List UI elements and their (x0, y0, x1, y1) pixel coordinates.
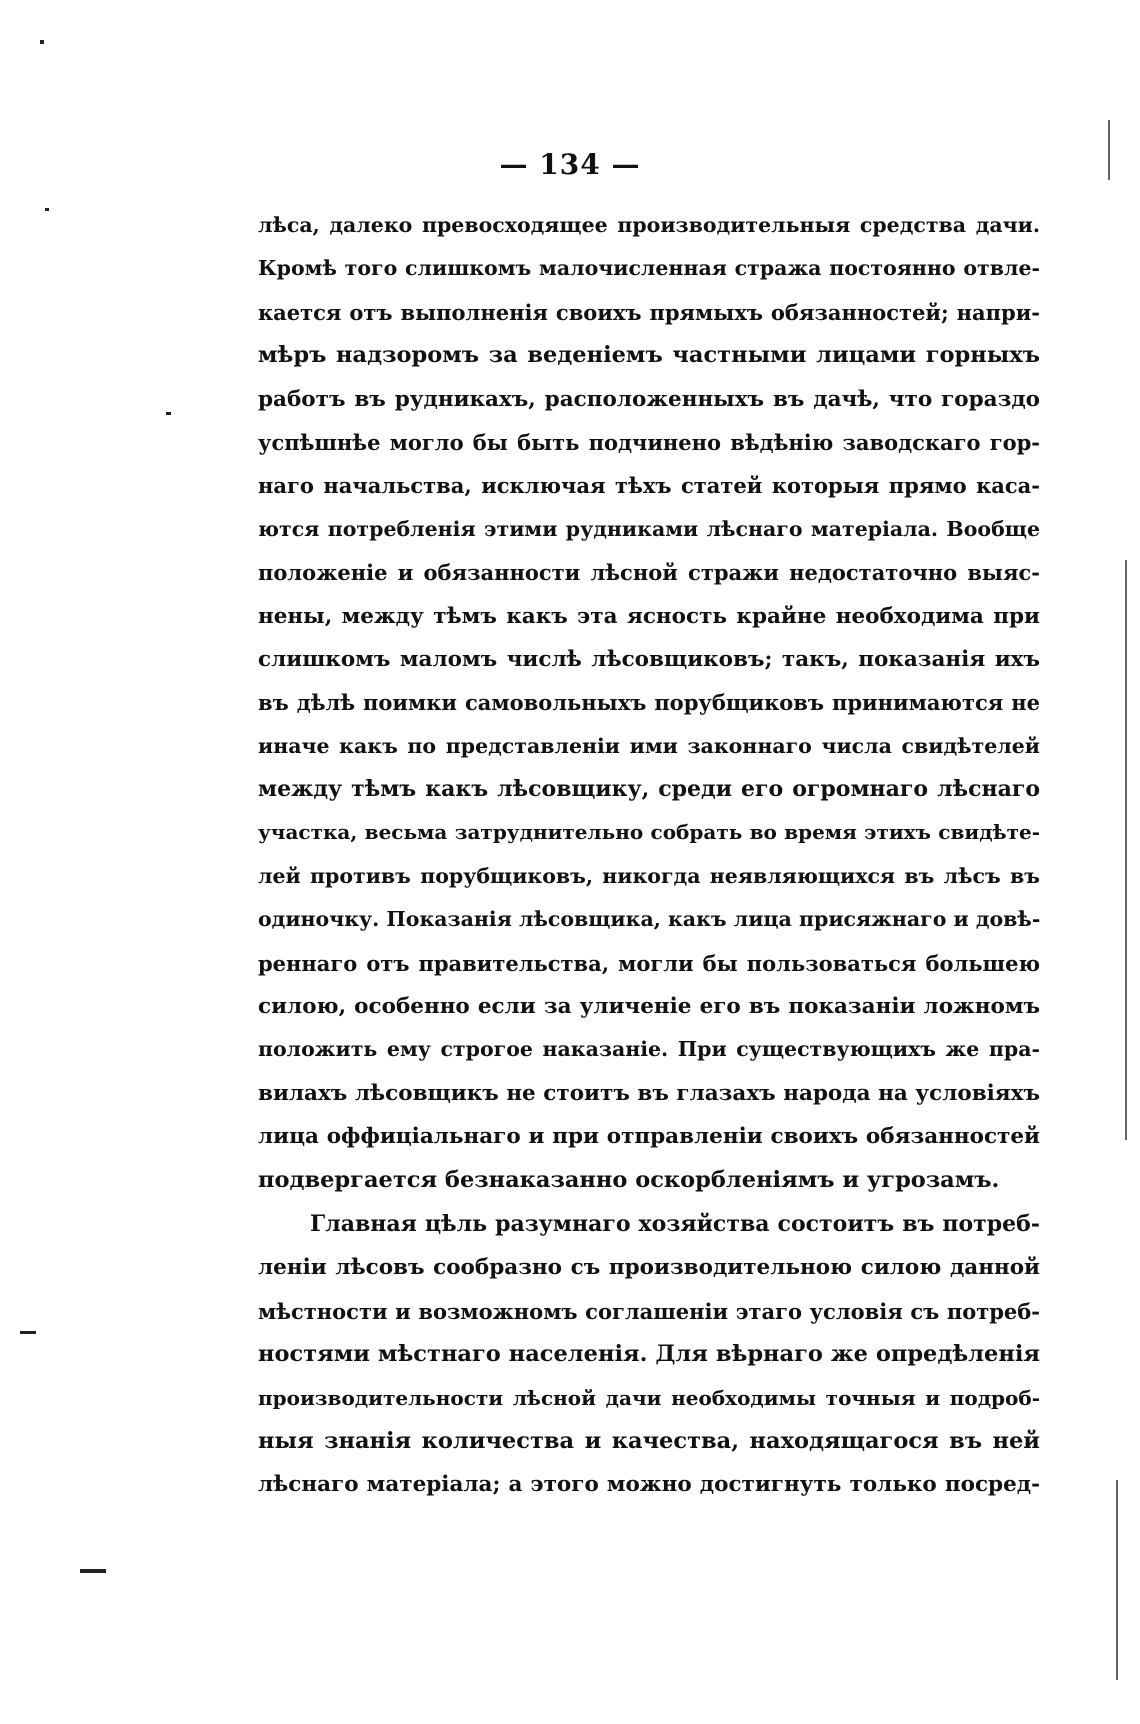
text-line: ностями мѣстнаго населенія. Для вѣрнаго же опредѣленія (258, 1341, 1040, 1368)
text-line: лѣса, далеко превосходящее производительныя средства дачи. (258, 213, 1040, 237)
text-line: Кромѣ того слишкомъ малочисленная стража постоянно отвле- (258, 256, 1040, 281)
paragraph-2 (258, 1203, 1040, 1507)
text-line: вилахъ лѣсовщикъ не стоитъ въ глазахъ народа на условіяхъ (258, 1080, 1040, 1106)
text-line: ныя знанія количества и качества, находящагося въ ней (258, 1427, 1040, 1454)
text-line: между тѣмъ какъ лѣсовщику, среди его огромнаго лѣснаго (258, 776, 1040, 803)
paragraph-1 (258, 204, 1040, 1202)
text-line: производительности лѣсной дачи необходимы точныя и подроб- (258, 1385, 1040, 1410)
scan-dash-mark (20, 1331, 36, 1334)
text-line: слишкомъ маломъ числѣ лѣсовщиковъ; такъ, показанія ихъ (258, 646, 1040, 672)
text-line: въ дѣлѣ поимки самовольныхъ порубщиковъ принимаются не (258, 690, 1040, 716)
page-number: — 134 — (499, 148, 641, 181)
scan-dot-mark (40, 40, 44, 44)
text-line: лей противъ порубщиковъ, никогда неявляющихся въ лѣсъ въ (258, 863, 1040, 888)
text-line: одиночку. Показанія лѣсовщика, какъ лица присяжнаго и довѣ- (258, 907, 1040, 932)
scan-edge-line (1108, 120, 1110, 180)
text-line: иначе какъ по представленіи ими законнаго числа свидѣтелей (258, 733, 1040, 758)
text-line: кается отъ выполненія своихъ прямыхъ обязанностей; напри- (258, 299, 1040, 325)
text-line: лѣснаго матеріала; а этого можно достигнуть только посред- (258, 1472, 1040, 1498)
text-line: леніи лѣсовъ сообразно съ производительною силою данной (258, 1255, 1040, 1281)
text-line: наго начальства, исключая тѣхъ статей которыя прямо каса- (258, 473, 1040, 499)
scan-edge-line (1125, 560, 1127, 1140)
scan-dot-mark (45, 208, 49, 211)
scan-dot-mark (166, 412, 171, 415)
text-line: реннаго отъ правительства, могли бы пользоваться большею (258, 950, 1040, 976)
scan-edge-line (1116, 1480, 1118, 1680)
text-line: силою, особенно если за уличеніе его въ показаніи ложномъ (258, 994, 1040, 1020)
text-line: участка, весьма затруднительно собрать во время этихъ свидѣте- (258, 820, 1040, 845)
text-line: нены, между тѣмъ какъ эта ясность крайне необходима при (258, 603, 1040, 629)
text-line: мѣръ надзоромъ за веденіемъ частными лицами горныхъ (258, 342, 1040, 369)
text-line: положеніе и обязанности лѣсной стражи недостаточно выяс- (258, 560, 1040, 586)
text-line: Главная цѣль разумнаго хозяйства состоитъ въ потреб- (310, 1210, 1040, 1237)
text-line: ются потребленія этими рудниками лѣснаго матеріала. Вообще (258, 516, 1040, 541)
body-text (258, 204, 1040, 1507)
scan-dash-mark (80, 1569, 106, 1573)
text-line: успѣшнѣе могло бы быть подчинено вѣдѣнію заводскаго гор- (258, 429, 1040, 455)
text-line: подвергается безнаказанно оскорбленіямъ и угрозамъ. (258, 1166, 1000, 1193)
text-line: лица оффиціальнаго и при отправленіи своихъ обязанностей (258, 1124, 1040, 1150)
text-line: мѣстности и возможномъ соглашеніи этаго условія съ потреб- (258, 1298, 1040, 1324)
text-line: положить ему строгое наказаніе. При существующихъ же пра- (258, 1037, 1040, 1062)
text-line: работъ въ рудникахъ, расположенныхъ въ дачѣ, что гораздо (258, 386, 1040, 412)
